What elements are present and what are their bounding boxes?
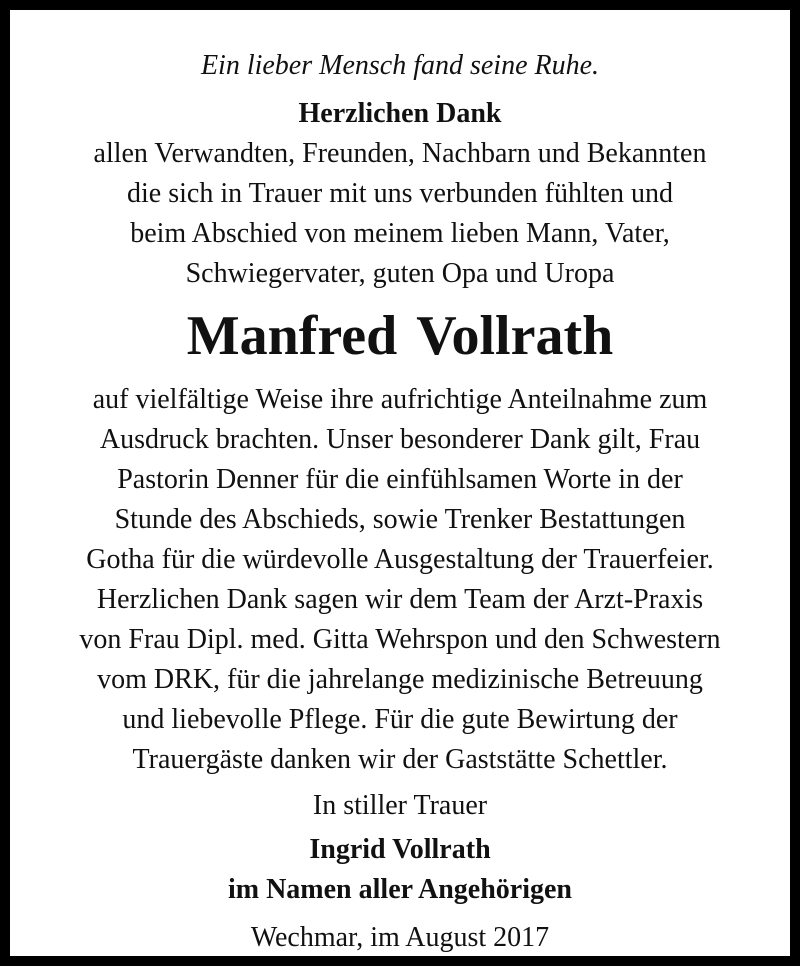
intro-line: beim Abschied von meinem lieben Mann, Vater, xyxy=(130,218,670,249)
body-line: und liebevolle Pflege. Für die gute Bewirtung der xyxy=(122,704,678,735)
intro-line: Schwiegervater, guten Opa und Uropa xyxy=(185,258,615,289)
body-line: vom DRK, für die jahrelange medizinische Betreuung xyxy=(97,664,703,695)
motto: Ein lieber Mensch fand seine Ruhe. xyxy=(200,50,600,81)
body-line: von Frau Dipl. med. Gitta Wehrspon und den Schwestern xyxy=(79,624,721,655)
deceased-name: Manfred Vollrath xyxy=(186,305,614,367)
body-line: Stunde des Abschieds, sowie Trenker Bestattungen xyxy=(114,504,686,535)
closing: In stiller Trauer xyxy=(312,790,488,821)
heading: Herzlichen Dank xyxy=(298,98,502,129)
body-line: auf vielfältige Weise ihre aufrichtige Anteilnahme zum xyxy=(92,384,708,415)
place-date: Wechmar, im August 2017 xyxy=(250,922,550,953)
body-line: Pastorin Denner für die einfühlsamen Worte in der xyxy=(117,464,683,495)
body-line: Herzlichen Dank sagen wir dem Team der Arzt-Praxis xyxy=(96,584,704,615)
intro-line: die sich in Trauer mit uns verbunden fühlten und xyxy=(127,178,673,209)
intro-line: allen Verwandten, Freunden, Nachbarn und Bekannten xyxy=(93,138,707,169)
body-line: Trauergäste danken wir der Gaststätte Schettler. xyxy=(132,744,668,775)
body-line: Ausdruck brachten. Unser besonderer Dank gilt, Frau xyxy=(99,424,701,455)
body-line: Gotha für die würdevolle Ausgestaltung der Trauerfeier. xyxy=(86,544,714,575)
signatory: Ingrid Vollrath xyxy=(309,834,491,865)
signatory-note: im Namen aller Angehörigen xyxy=(227,874,572,905)
